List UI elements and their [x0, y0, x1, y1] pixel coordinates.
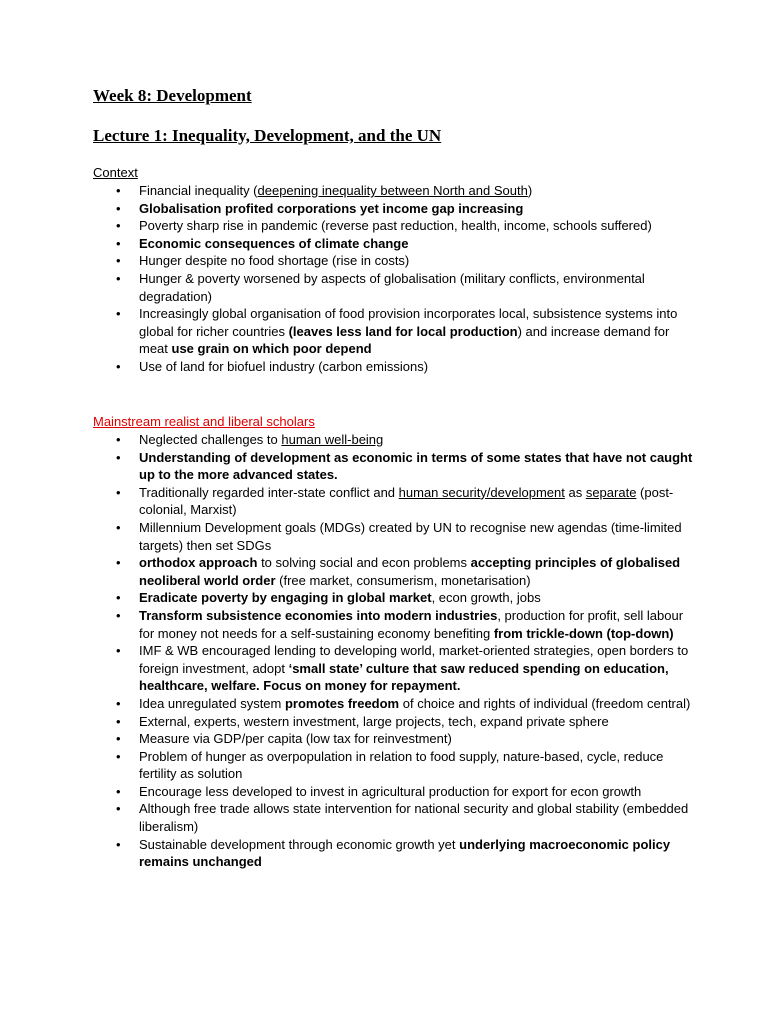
list-item-text: human security/development [398, 484, 565, 500]
list-item [93, 449, 693, 484]
list-item-text: Economic consequences of climate change [139, 235, 409, 251]
list-item-text: human well-being [281, 432, 384, 447]
mainstream-list [93, 431, 693, 871]
list-item [93, 305, 693, 358]
list-item-text: as [564, 484, 586, 500]
list-item-text: (free market, consumerism, monetarisation) [275, 572, 531, 588]
list-item-text: accepting principles of globalised neoliberal world order [139, 555, 681, 588]
list-item-text: ) [527, 183, 533, 198]
list-item [93, 484, 693, 519]
list-item-text: Increasingly global organisation of food provision incorporates local, subsistence systems into global for richer countries [139, 306, 678, 339]
list-item-text: of choice and rights of individual (freedom central) [399, 695, 691, 711]
list-item-text: ‘small state’ culture that saw reduced spending on education, healthcare, welfare. Focus on money for repayment. [139, 660, 669, 694]
list-item-text: , production for profit, sell labour for money not needs for a self-sustaining economy benefiting [139, 607, 684, 641]
list-item-text: ) and increase demand for meat [139, 323, 670, 357]
list-item-text: Traditionally regarded inter-state conflict and [139, 484, 399, 500]
list-item [93, 695, 693, 713]
list-item [93, 607, 693, 642]
list-item-text: Globalisation profited corporations yet income gap increasing [139, 200, 524, 216]
list-item-text: Financial inequality ( [139, 183, 258, 198]
list-item-text: (leaves less land for local production [288, 323, 518, 339]
list-item [93, 200, 693, 218]
list-item-text: Measure via GDP/per capita (low tax for reinvestment) [139, 731, 452, 747]
list-item-text: Use of land for biofuel industry (carbon emissions) [139, 358, 429, 374]
list-item-text: Millennium Development goals (MDGs) created by UN to recognise new agendas (time-limited targets) then set SDGs [139, 519, 682, 553]
list-item [93, 713, 693, 731]
list-item-text: Sustainable development through economic growth yet [139, 836, 460, 852]
list-item-text: deepening inequality between North and South [257, 183, 528, 198]
list-item-text: underlying macroeconomic policy remains unchanged [139, 836, 671, 870]
list-item-text: Understanding of development as economic in terms of some states that have not caught up to the more advanced states. [139, 449, 693, 483]
list-item-text: from trickle-down (top-down) [493, 625, 674, 641]
page-title: Week 8: Development [93, 86, 252, 105]
mainstream-heading: Mainstream realist and liberal scholars [93, 414, 315, 429]
list-item-text: , econ growth, jobs [431, 590, 541, 606]
list-item [93, 431, 693, 449]
list-item-text: IMF & WB encouraged lending to developing world, market-oriented strategies, open borders to foreign investment, adopt [139, 643, 689, 676]
list-item-text: Poverty sharp rise in pandemic (reverse past reduction, health, income, schools suffered) [139, 218, 652, 234]
list-item-text: Hunger despite no food shortage (rise in costs) [139, 253, 410, 269]
list-item [93, 358, 693, 376]
list-item [93, 252, 693, 270]
list-item-text: Problem of hunger as overpopulation in relation to food supply, nature-based, cycle, reduce fertility as solution [139, 748, 664, 782]
list-item [93, 836, 693, 871]
list-item-text: use grain on which poor depend [171, 341, 372, 357]
list-item-text: Eradicate poverty by engaging in global market [139, 590, 432, 606]
list-item-text: Neglected challenges to [139, 432, 282, 447]
list-item [93, 217, 693, 235]
list-item-text: Encourage less developed to invest in agricultural production for export for econ growth [139, 783, 642, 799]
list-item [93, 182, 693, 200]
list-item-text: separate [585, 484, 637, 500]
context-list [93, 182, 693, 376]
list-item [93, 748, 693, 783]
list-item-text: External, experts, western investment, large projects, tech, expand private sphere [139, 713, 609, 729]
list-item [93, 589, 693, 607]
list-item-text: Idea unregulated system [139, 695, 285, 711]
list-item [93, 730, 693, 748]
lecture-title: Lecture 1: Inequality, Development, and the UN [93, 126, 442, 145]
list-item [93, 800, 693, 835]
list-item [93, 783, 693, 801]
context-heading: Context [93, 165, 138, 180]
list-item-text: Transform subsistence economies into modern industries [139, 607, 498, 623]
list-item [93, 642, 693, 695]
list-item [93, 519, 693, 554]
list-item-text: to solving social and econ problems [257, 555, 471, 571]
list-item [93, 554, 693, 589]
list-item [93, 235, 693, 253]
list-item-text: promotes freedom [284, 695, 400, 711]
list-item-text: Although free trade allows state intervention for national security and global stability (embedded liberalism) [139, 801, 689, 835]
list-item-text: (post-colonial, Marxist) [139, 484, 674, 518]
list-item [93, 270, 693, 305]
list-item-text: Hunger & poverty worsened by aspects of globalisation (military conflicts, environmental degradation) [139, 270, 645, 304]
list-item-text: orthodox approach [139, 555, 258, 571]
